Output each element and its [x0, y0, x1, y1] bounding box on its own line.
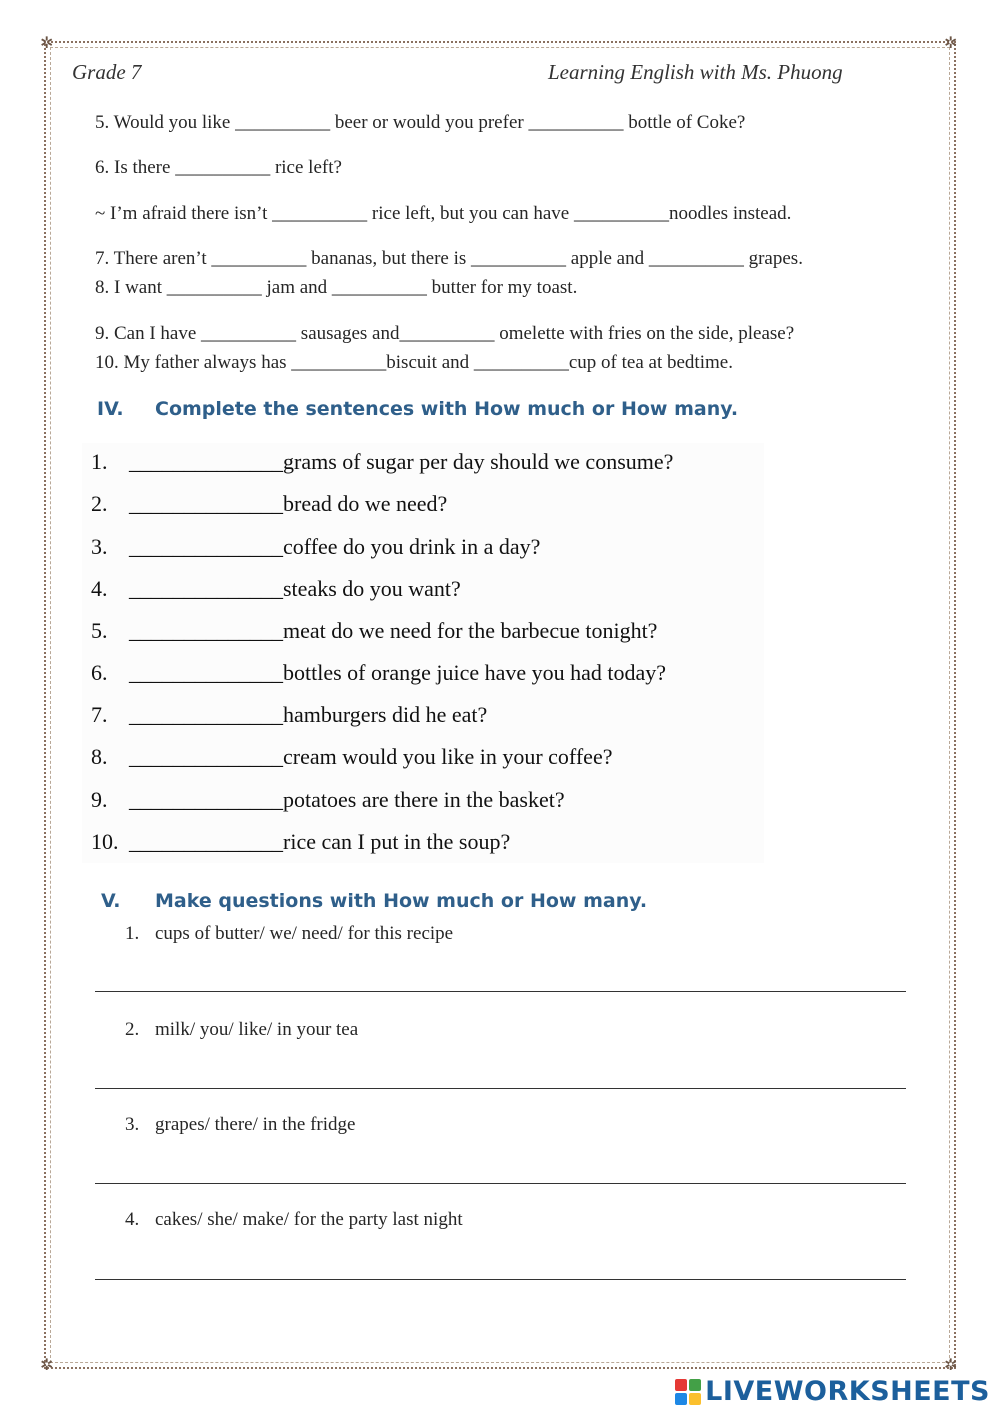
question-number: 5.: [91, 618, 108, 643]
prompt-number: 1.: [125, 923, 140, 944]
question-number: 2.: [91, 491, 108, 516]
exercise-line: 10. My father always has __________biscuit and __________cup of tea at bedtime.: [95, 352, 733, 373]
prompt-text: cakes/ she/ make/ for the party last night: [155, 1209, 463, 1230]
exercise-line: ~ I’m afraid there isn’t __________ rice left, but you can have __________noodles instead.: [95, 203, 792, 224]
question-number: 8.: [91, 744, 108, 769]
question-text: ______________potatoes are there in the basket?: [129, 787, 565, 812]
prompt-item: [125, 923, 453, 945]
header-grade: Grade 7: [72, 60, 142, 84]
exercise-line: 5. Would you like __________ beer or would you prefer __________ bottle of Coke?: [95, 112, 746, 133]
corner-ornament-icon: ✲: [944, 1357, 958, 1374]
corner-ornament-icon: ✲: [944, 35, 958, 52]
question-text: ______________steaks do you want?: [129, 576, 461, 601]
question-number: 1.: [91, 449, 108, 474]
exercise-line: 7. There aren’t __________ bananas, but there is __________ apple and __________ grapes.: [95, 248, 803, 269]
question-item: [91, 787, 565, 813]
section-number: IV.: [97, 398, 124, 420]
question-number: 9.: [91, 787, 108, 812]
corner-ornament-icon: ✲: [40, 35, 54, 52]
section-title: Complete the sentences with How much or How many.: [155, 398, 739, 420]
section-iv-heading: [97, 398, 738, 420]
prompt-text: grapes/ there/ in the fridge: [155, 1114, 356, 1135]
logo-squares-icon: [675, 1379, 701, 1405]
question-text: ______________hamburgers did he eat?: [129, 702, 488, 727]
prompt-text: milk/ you/ like/ in your tea: [155, 1019, 359, 1040]
prompt-number: 3.: [125, 1114, 140, 1135]
question-text: ______________grams of sugar per day should we consume?: [129, 449, 674, 474]
prompt-number: 4.: [125, 1209, 140, 1230]
answer-line[interactable]: [95, 1088, 906, 1089]
answer-line[interactable]: [95, 991, 906, 992]
section-title: Make questions with How much or How many.: [155, 890, 648, 912]
question-item: [91, 702, 487, 728]
prompt-item: [125, 1019, 358, 1041]
question-number: 6.: [91, 660, 108, 685]
prompt-text: cups of butter/ we/ need/ for this recipe: [155, 923, 454, 944]
liveworksheets-logo[interactable]: [675, 1376, 990, 1407]
question-number: 4.: [91, 576, 108, 601]
section-number: V.: [101, 890, 121, 912]
question-item: [91, 491, 447, 517]
question-item: [91, 618, 657, 644]
question-text: ______________bread do we need?: [129, 491, 448, 516]
question-number: 3.: [91, 534, 108, 559]
question-text: ______________cream would you like in your coffee?: [129, 744, 613, 769]
header-course-title: Learning English with Ms. Phuong: [548, 60, 843, 84]
question-item: [91, 660, 666, 686]
question-text: ______________rice can I put in the soup?: [129, 829, 511, 854]
question-item: [91, 534, 540, 560]
question-item: [91, 744, 612, 770]
question-item: [91, 449, 673, 475]
brand-name: LIVEWORKSHEETS: [705, 1376, 990, 1407]
question-text: ______________meat do we need for the barbecue tonight?: [129, 618, 658, 643]
prompt-number: 2.: [125, 1019, 140, 1040]
exercise-line: 8. I want __________ jam and __________ butter for my toast.: [95, 277, 578, 298]
prompt-item: [125, 1114, 355, 1136]
question-text: ______________bottles of orange juice have you had today?: [129, 660, 667, 685]
prompt-item: [125, 1209, 463, 1231]
answer-line[interactable]: [95, 1183, 906, 1184]
exercise-line: 9. Can I have __________ sausages and__________ omelette with fries on the side, please?: [95, 323, 795, 344]
question-number: 7.: [91, 702, 108, 727]
question-item: [91, 576, 461, 602]
corner-ornament-icon: ✲: [40, 1357, 54, 1374]
question-text: ______________coffee do you drink in a day?: [129, 534, 541, 559]
answer-line[interactable]: [95, 1279, 906, 1280]
question-item: [91, 829, 510, 855]
exercise-line: 6. Is there __________ rice left?: [95, 157, 342, 178]
section-v-heading: [101, 890, 647, 912]
question-number: 10.: [91, 829, 119, 854]
